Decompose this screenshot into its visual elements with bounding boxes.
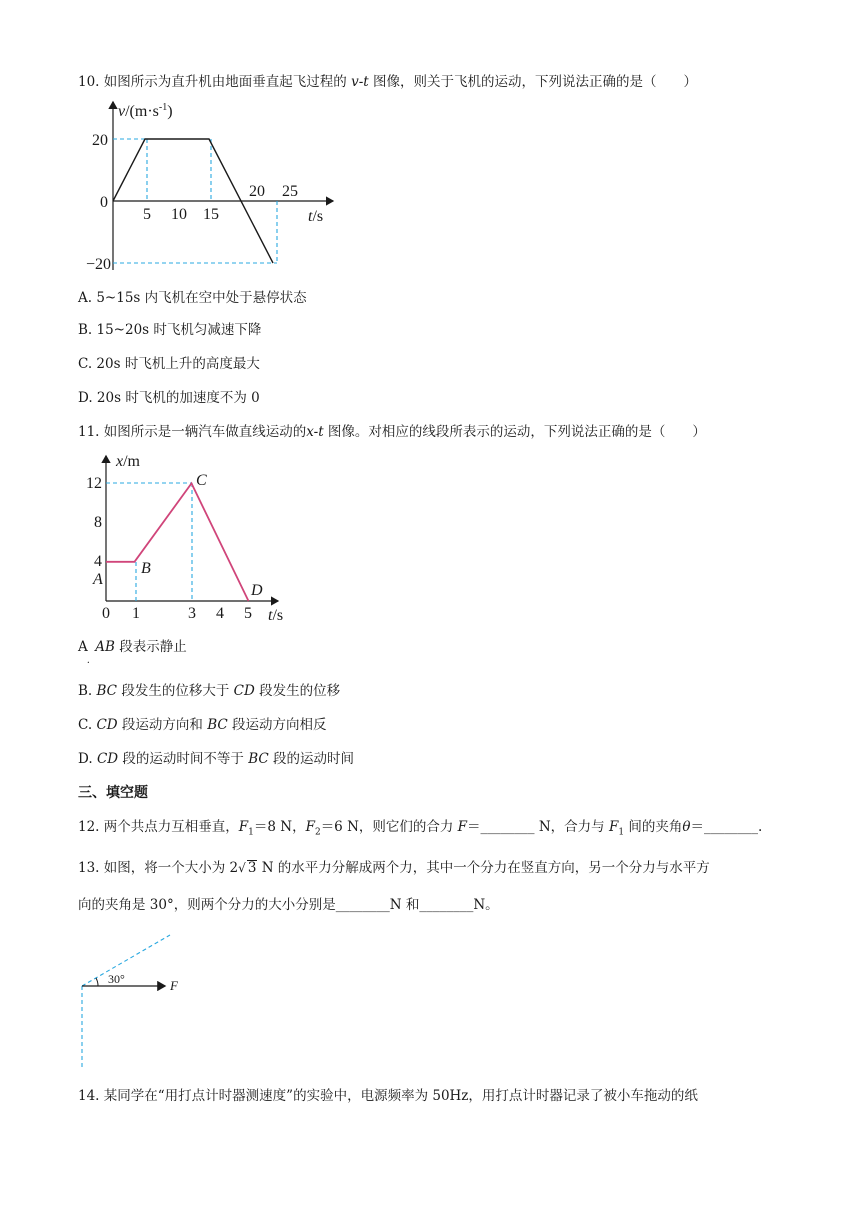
q11-point-d: D: [251, 582, 263, 599]
q11-xtick-3: 3: [188, 605, 196, 622]
q11-xtick-5: 5: [244, 605, 252, 622]
q11-ytick-12: 12: [86, 475, 102, 492]
q13-angle-label: 30°: [108, 972, 125, 986]
q11-x-label: t/s: [268, 607, 284, 624]
q10-y-label: $v/(m\cdot s^{-1})$: [118, 102, 173, 120]
q11-point-c: C: [196, 472, 207, 489]
q13-figure: [70, 932, 190, 1072]
q10-xtick-20: 20: [249, 183, 265, 200]
q12-text: 12. 两个共点力互相垂直，$F_1=8$ N，$F_2=6$ N，则它们的合力 F＝________ N，合力与 $F_1$ 间的夹角θ＝________.: [78, 819, 763, 838]
q11-point-b: B: [141, 560, 151, 577]
q11-ytick-4: 4: [94, 553, 102, 570]
q11-stem: 11. 如图所示是一辆汽车做直线运动的x-t 图像。对相应的线段所表示的运动，下列说法正确的是（ ）: [78, 424, 706, 440]
q14-text: 14. 某同学在“用打点计时器测速度”的实验中，电源频率为 50Hz，用打点计时器记录了被小车拖动的纸: [78, 1088, 698, 1104]
q10-ytick-neg20: −20: [85, 256, 111, 273]
q10-x-label: t/s: [308, 208, 324, 225]
q11-point-a: A: [93, 571, 103, 588]
q11-option-d: D. CD 段的运动时间不等于 BC 段的运动时间: [78, 751, 354, 767]
q10-option-d: D. 20s 时飞机的加速度不为 0: [78, 390, 260, 406]
q11-option-a: $A_.$ AB 段表示静止: [78, 639, 187, 666]
q11-xt-graph: [78, 450, 298, 625]
q10-option-a: A. 5~15s 内飞机在空中处于悬停状态: [78, 290, 307, 306]
q11-xtick-1: 1: [132, 605, 140, 622]
q10-stem: 10. 如图所示为直升机由地面垂直起飞过程的 v-t 图像，则关于飞机的运动，下列说法正确的是（ ）: [78, 74, 697, 90]
q13-force-label: F: [170, 978, 178, 993]
q13-angle-arc: [96, 978, 98, 986]
q10-option-b: B. 15~20s 时飞机匀减速下降: [78, 322, 262, 338]
q10-ytick-0: 0: [100, 194, 108, 211]
q11-xt-line: [106, 483, 249, 601]
q13-diagonal-component: [82, 935, 170, 986]
q11-option-b: B. BC 段发生的位移大于 CD 段发生的位移: [78, 683, 341, 699]
q10-xtick-10: 10: [171, 206, 187, 223]
q10-vt-graph: [78, 98, 328, 288]
q11-xtick-0: 0: [102, 605, 110, 622]
q10-ytick-20: 20: [92, 132, 108, 149]
q11-option-c: C. CD 段运动方向和 BC 段运动方向相反: [78, 717, 327, 733]
q13-line1: 13. 如图，将一个大小为 2√ 3 N 的水平力分解成两个力，其中一个分力在竖直方向，另一个分力与水平方: [78, 860, 710, 876]
section-title: 三、填空题: [78, 785, 148, 801]
q11-xtick-4: 4: [216, 605, 224, 622]
q11-y-label: x/m: [116, 453, 140, 470]
q11-ytick-8: 8: [94, 514, 102, 531]
q10-xtick-15: 15: [203, 206, 219, 223]
q13-line2: 向的夹角是 30°，则两个分力的大小分别是________N 和________N。: [78, 897, 499, 913]
q10-option-c: C. 20s 时飞机上升的高度最大: [78, 356, 260, 372]
q10-xtick-25: 25: [282, 183, 298, 200]
q10-xtick-5: 5: [143, 206, 151, 223]
